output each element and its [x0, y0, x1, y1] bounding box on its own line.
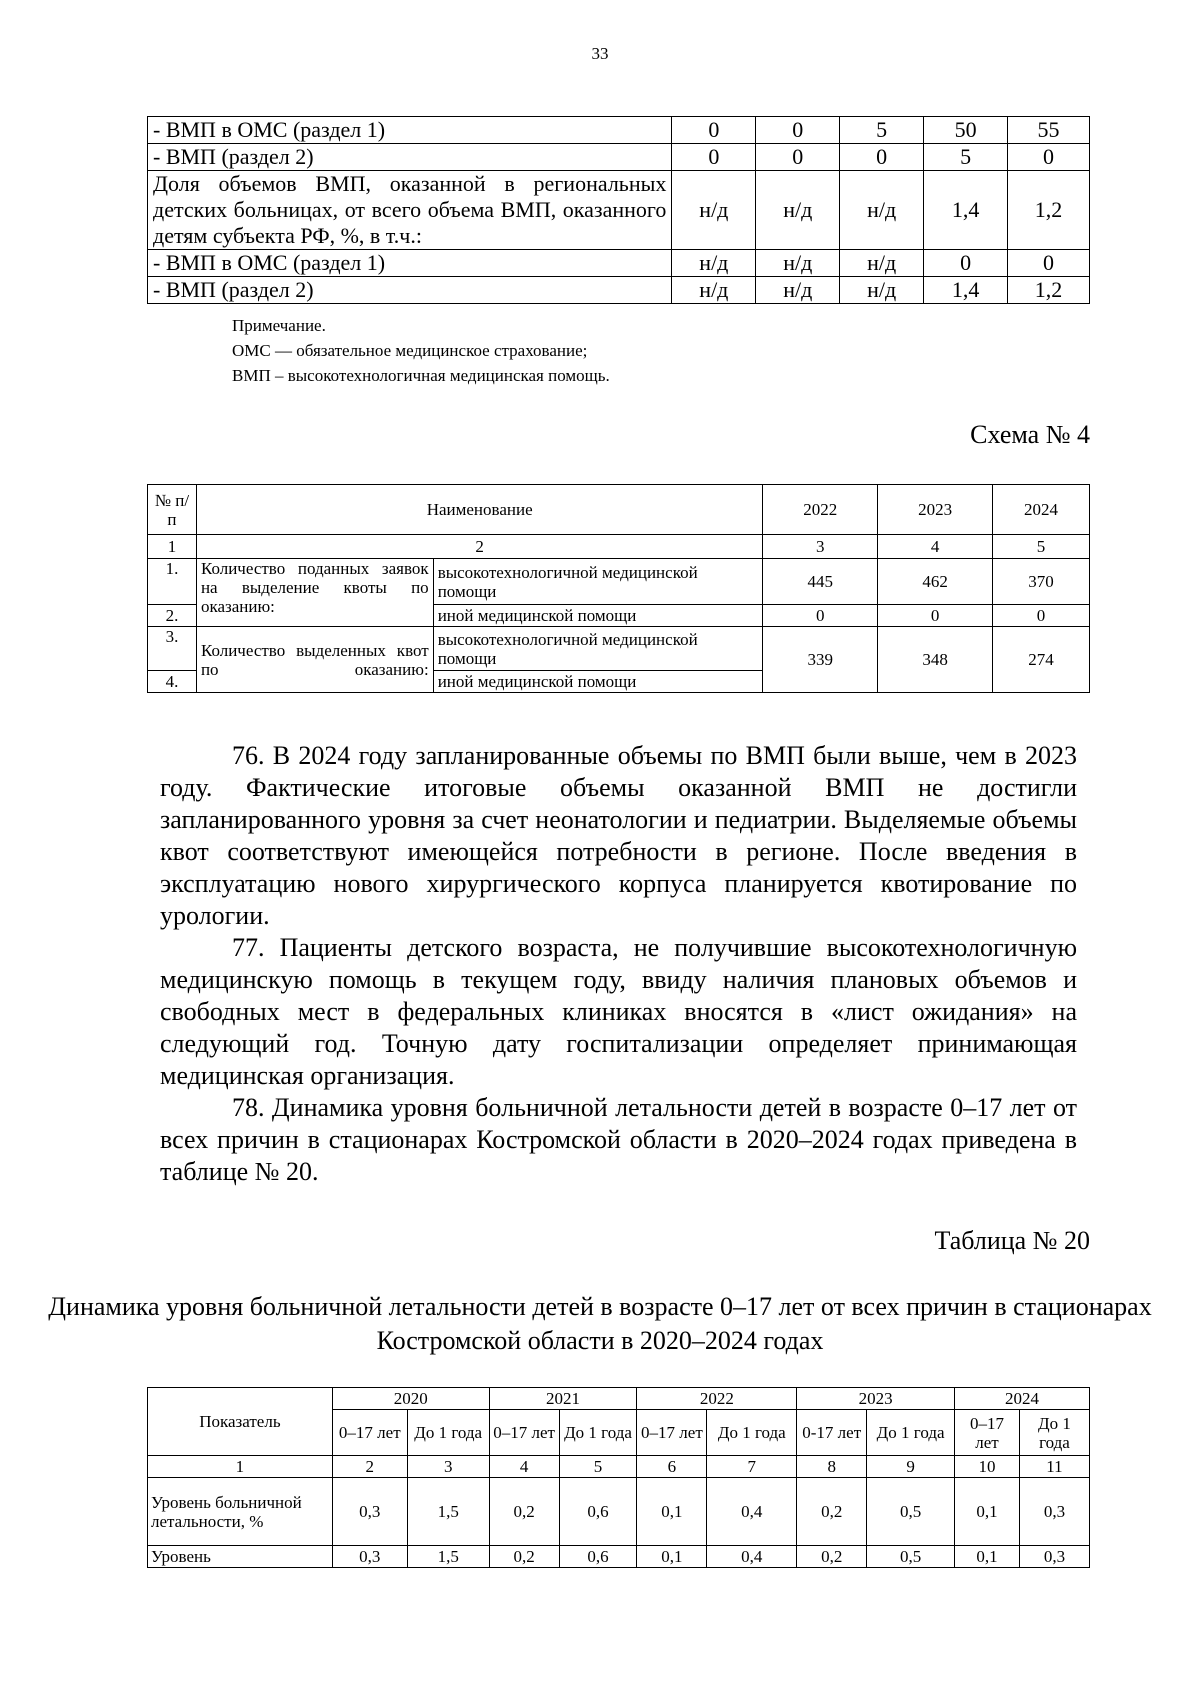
cell: 5	[924, 144, 1008, 171]
table-20-label: Таблица № 20	[934, 1226, 1090, 1255]
cell: н/д	[840, 250, 924, 277]
cell: 0,2	[797, 1478, 867, 1546]
note-line: ОМС — обязательное медицинское страхование;	[232, 341, 588, 360]
cell: 0	[672, 144, 756, 171]
cell: 0,2	[489, 1478, 559, 1546]
cell: 370	[993, 559, 1090, 605]
paragraph-76	[160, 740, 1077, 932]
group-label: Количество поданных заявок на выделение квоты по оказанию:	[196, 559, 433, 627]
index-cell: 1	[148, 1456, 333, 1478]
vmp-volume-table	[147, 116, 1090, 304]
cell: 0,3	[1019, 1546, 1089, 1568]
cell: 0,6	[559, 1478, 637, 1546]
index-cell: 5	[559, 1456, 637, 1478]
cell: н/д	[840, 171, 924, 250]
cell: 0,2	[489, 1546, 559, 1568]
table-header-row	[148, 1388, 1090, 1410]
subheader: 0–17 лет	[637, 1410, 707, 1456]
row-num: 1.	[148, 559, 197, 605]
cell: 0,3	[332, 1546, 407, 1568]
sub-label: высокотехнологичной медицинской помощи	[433, 559, 763, 605]
mortality-table	[147, 1387, 1090, 1568]
cell: 0,5	[867, 1478, 955, 1546]
row-label: - ВМП в ОМС (раздел 1)	[148, 117, 672, 144]
cell: 462	[878, 559, 993, 605]
paragraph-text: 76. В 2024 году запланированные объемы по ВМП были выше, чем в 2023 году. Фактические итоговые объемы оказанной ВМП не достигли запланированного уровня за счет неонатологии и педиатрии. Выделяемые объемы квот соответствуют имеющейся потребности в регионе. После введения в эксплуатацию нового хирургического корпуса планируется квотирование по урологии.	[160, 741, 1077, 930]
cell: н/д	[756, 250, 840, 277]
index-cell: 1	[148, 535, 197, 559]
sub-label: высокотехнологичной медицинской помощи	[433, 627, 763, 671]
table-row	[148, 627, 1090, 671]
cell: 0,3	[1019, 1478, 1089, 1546]
cell: 1,2	[1008, 171, 1090, 250]
cell: н/д	[756, 171, 840, 250]
cell: 0,2	[797, 1546, 867, 1568]
table-row	[148, 1546, 1090, 1568]
index-cell: 2	[332, 1456, 407, 1478]
cell: 348	[878, 627, 993, 693]
index-cell: 4	[878, 535, 993, 559]
subheader: 0–17 лет	[332, 1410, 407, 1456]
cell: 0	[756, 117, 840, 144]
paragraph-78	[160, 1092, 1077, 1188]
cell: н/д	[672, 171, 756, 250]
cell: 1,5	[407, 1478, 489, 1546]
page-number: 33	[591, 44, 609, 63]
subheader: 0–17 лет	[955, 1410, 1020, 1456]
cell: 50	[924, 117, 1008, 144]
cell: 55	[1008, 117, 1090, 144]
table-row	[148, 1478, 1090, 1546]
table-20-title: Динамика уровня больничной летальности детей в возрасте 0–17 лет от всех причин в стационарах Костромской области в 2020–2024 годах	[48, 1292, 1152, 1355]
table-row	[148, 144, 1090, 171]
index-row	[148, 535, 1090, 559]
index-cell: 10	[955, 1456, 1020, 1478]
cell: 0	[840, 144, 924, 171]
cell: 0,4	[707, 1546, 797, 1568]
cell: 274	[993, 627, 1090, 693]
header-year: 2021	[489, 1388, 637, 1410]
index-cell: 11	[1019, 1456, 1089, 1478]
index-cell: 8	[797, 1456, 867, 1478]
cell: 0,1	[637, 1478, 707, 1546]
group-label: Количество выделенных квот по оказанию:	[196, 627, 433, 693]
subheader: До 1 года	[867, 1410, 955, 1456]
cell: 0,4	[707, 1478, 797, 1546]
table-row	[148, 250, 1090, 277]
paragraph-text: 77. Пациенты детского возраста, не получившие высокотехнологичную медицинскую помощь в текущем году, ввиду наличия плановых объемов и свободных мест в федеральных клиниках вносятся в «лист ожидания» на следующий год. Точную дату госпитализации определяет принимающая медицинская организация.	[160, 933, 1077, 1090]
table-row	[148, 171, 1090, 250]
paragraph-text: 78. Динамика уровня больничной летальности детей в возрасте 0–17 лет от всех причин в стационарах Костромской области в 2020–2024 годах приведена в таблице № 20.	[160, 1093, 1077, 1186]
row-num: 2.	[148, 605, 197, 627]
cell: 445	[763, 559, 878, 605]
cell: 0,5	[867, 1546, 955, 1568]
cell: 5	[840, 117, 924, 144]
subheader: До 1 года	[407, 1410, 489, 1456]
cell: 0	[993, 605, 1090, 627]
cell: 0	[878, 605, 993, 627]
cell: н/д	[840, 277, 924, 304]
header-year: 2024	[993, 485, 1090, 535]
scheme-label: Схема № 4	[970, 420, 1090, 449]
row-num: 3.	[148, 627, 197, 671]
header-year: 2020	[332, 1388, 489, 1410]
cell: 0	[672, 117, 756, 144]
cell: н/д	[756, 277, 840, 304]
subheader: 0–17 лет	[489, 1410, 559, 1456]
index-cell: 5	[993, 535, 1090, 559]
note-title: Примечание.	[232, 316, 326, 335]
table-header-row	[148, 485, 1090, 535]
cell: 0,1	[637, 1546, 707, 1568]
quota-table	[147, 484, 1090, 693]
index-cell: 3	[763, 535, 878, 559]
index-row	[148, 1456, 1090, 1478]
header-year: 2022	[637, 1388, 797, 1410]
header-year: 2022	[763, 485, 878, 535]
cell: н/д	[672, 250, 756, 277]
header-year: 2023	[878, 485, 993, 535]
cell: 339	[763, 627, 878, 693]
cell: 0	[763, 605, 878, 627]
cell: 1,2	[1008, 277, 1090, 304]
index-cell: 4	[489, 1456, 559, 1478]
paragraph-77	[160, 932, 1077, 1092]
index-cell: 6	[637, 1456, 707, 1478]
subheader: До 1 года	[1019, 1410, 1089, 1456]
header-year: 2023	[797, 1388, 955, 1410]
subheader: До 1 года	[559, 1410, 637, 1456]
index-cell: 7	[707, 1456, 797, 1478]
cell: 0	[1008, 250, 1090, 277]
table-row	[148, 117, 1090, 144]
note-line: ВМП – высокотехнологичная медицинская помощь.	[232, 366, 610, 385]
cell: 1,4	[924, 277, 1008, 304]
row-label: Доля объемов ВМП, оказанной в региональных детских больницах, от всего объема ВМП, оказанного детям субъекта РФ, %, в т.ч.:	[148, 171, 672, 250]
index-cell: 3	[407, 1456, 489, 1478]
row-label: Уровень больничной летальности, %	[148, 1478, 333, 1546]
sub-label: иной медицинской помощи	[433, 671, 763, 693]
table-row	[148, 277, 1090, 304]
cell: 0,1	[955, 1546, 1020, 1568]
index-cell: 9	[867, 1456, 955, 1478]
header-indicator: Показатель	[148, 1388, 333, 1456]
cell: 0	[924, 250, 1008, 277]
cell: 0	[756, 144, 840, 171]
row-num: 4.	[148, 671, 197, 693]
subheader: До 1 года	[707, 1410, 797, 1456]
row-label: - ВМП (раздел 2)	[148, 277, 672, 304]
table-row	[148, 559, 1090, 605]
header-name: Наименование	[196, 485, 762, 535]
cell: 1,4	[924, 171, 1008, 250]
cell: 0,1	[955, 1478, 1020, 1546]
cell: 0,6	[559, 1546, 637, 1568]
sub-label: иной медицинской помощи	[433, 605, 763, 627]
cell: н/д	[672, 277, 756, 304]
row-label: - ВМП (раздел 2)	[148, 144, 672, 171]
cell: 0	[1008, 144, 1090, 171]
row-label: Уровень	[148, 1546, 333, 1568]
cell: 1,5	[407, 1546, 489, 1568]
header-year: 2024	[955, 1388, 1090, 1410]
index-cell: 2	[196, 535, 762, 559]
header-num: № п/п	[148, 485, 197, 535]
cell: 0,3	[332, 1478, 407, 1546]
row-label: - ВМП в ОМС (раздел 1)	[148, 250, 672, 277]
subheader: 0-17 лет	[797, 1410, 867, 1456]
